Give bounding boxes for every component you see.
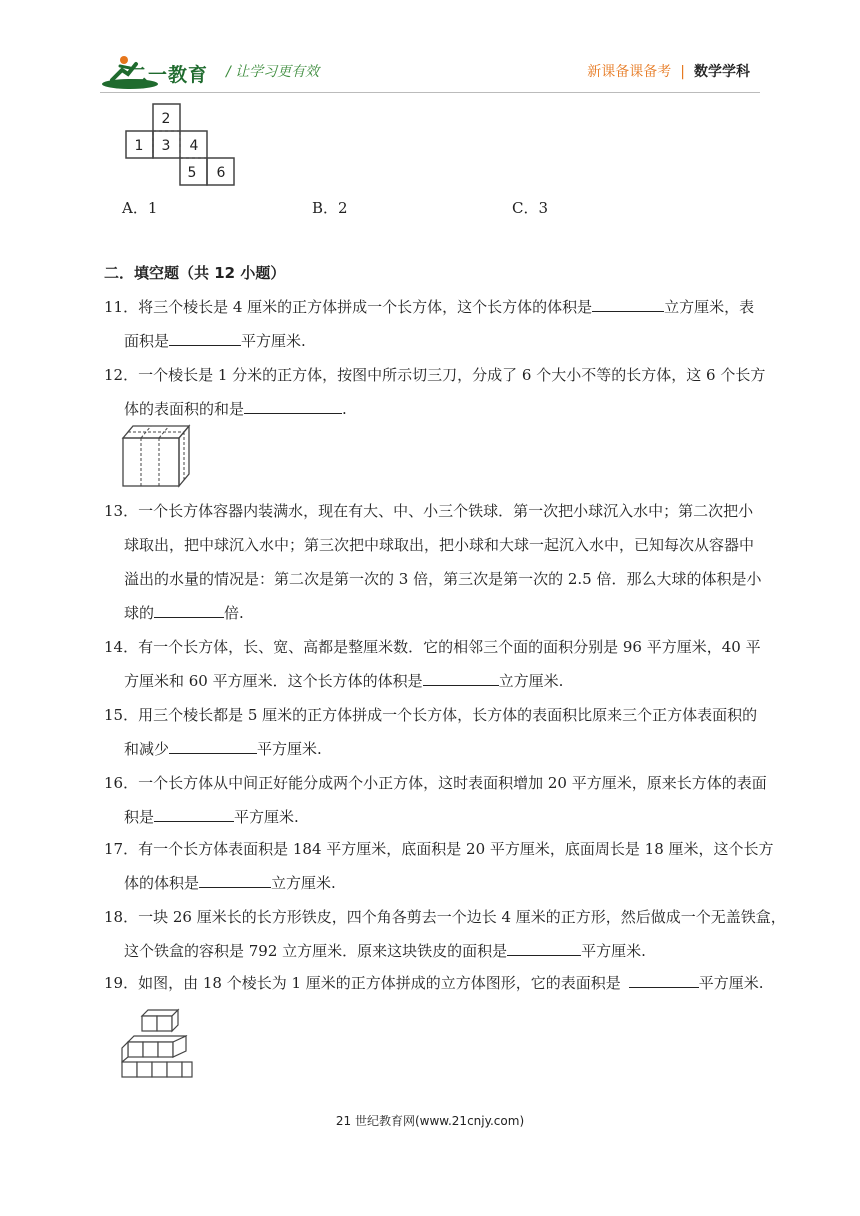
question-text: 和减少	[124, 740, 170, 758]
question-text: 溢出的水量的情况是：第二次是第一次的 3 倍，第三次是第一次的 2.5 倍．那么大球的体积是小	[124, 570, 762, 588]
page-header	[0, 0, 860, 100]
section-title: 二．填空题（共 12 小题）	[104, 264, 286, 282]
net-square-label: 2	[161, 111, 171, 127]
question-text: 平方厘米.	[698, 974, 764, 992]
option-a: A．1	[122, 199, 158, 217]
answer-blank	[169, 735, 257, 754]
question-text: 立方厘米，表	[664, 298, 755, 316]
net-square-label: 5	[187, 165, 197, 181]
question-17	[104, 832, 774, 900]
question-text: 体的表面积的和是	[124, 400, 245, 418]
question-text: 球取出，把中球沉入水中；第三次把中球取出，把小球和大球一起沉入水中，已知每次从容器中	[124, 536, 755, 554]
question-text: 11．将三个棱长是 4 厘米的正方体拼成一个长方体，这个长方体的体积是	[104, 298, 593, 316]
answer-blank	[423, 667, 499, 686]
question-text: 15．用三个棱长都是 5 厘米的正方体拼成一个长方体，长方体的表面积比原来三个正方体表面积的	[104, 706, 758, 724]
question-15	[104, 698, 764, 766]
question-text: 17．有一个长方体表面积是 184 平方厘米，底面积是 20 平方厘米，底面周长是 18 厘米，这个长方	[104, 840, 774, 858]
question-text: 平方厘米.	[234, 808, 299, 826]
answer-blank	[592, 293, 664, 312]
question-text: 方厘米和 60 平方厘米．这个长方体的体积是	[124, 672, 423, 690]
header-subject	[587, 61, 750, 81]
answer-blank	[244, 395, 342, 414]
net-square-label: 6	[216, 165, 226, 181]
header-divider	[100, 92, 760, 93]
question-text: 13．一个长方体容器内装满水，现在有大、中、小三个铁球．第一次把小球沉入水中；第二次把小	[104, 502, 754, 520]
cube-net-figure	[124, 103, 240, 187]
question-text: 体的体积是	[124, 874, 200, 892]
question-18	[104, 900, 786, 968]
question-text: 平方厘米.	[241, 332, 306, 350]
question-text: 14．有一个长方体，长、宽、高都是整厘米数．它的相邻三个面的面积分别是 96 平方厘米，40 平	[104, 638, 761, 656]
question-text: 19．如图，由 18 个棱长为 1 厘米的正方体拼成的立方体图形，它的表面积是	[104, 974, 621, 992]
question-16	[104, 766, 767, 834]
question-19	[104, 966, 764, 1000]
slogan: / 让学习更有效	[226, 64, 320, 80]
question-text: 18．一块 26 厘米长的长方形铁皮，四个角各剪去一个边长 4 厘米的正方形，然后做成一个无盖铁盒，	[104, 908, 786, 926]
net-square-label: 1	[134, 138, 144, 154]
question-12	[104, 358, 764, 426]
answer-blank	[169, 327, 241, 346]
header-subject-label: 数学学科	[694, 64, 750, 80]
answer-blank	[154, 599, 224, 618]
question-text: .	[342, 400, 347, 418]
net-square-label: 4	[189, 138, 199, 154]
question-text: 立方厘米.	[498, 672, 564, 690]
header-separator: |	[680, 64, 685, 80]
logo-text: 二一教育	[128, 64, 209, 86]
answer-blank	[154, 803, 234, 822]
question-text: 球的	[124, 604, 155, 622]
question-14	[104, 630, 764, 698]
answer-blank	[199, 869, 271, 888]
question-11	[104, 290, 764, 358]
question-13	[104, 494, 764, 630]
cut-cube-figure	[121, 424, 193, 488]
answer-blank	[507, 937, 581, 956]
net-square-label: 3	[161, 138, 171, 154]
question-text: 面积是	[124, 332, 170, 350]
question-text: 倍.	[224, 604, 244, 622]
question-text: 平方厘米.	[581, 942, 646, 960]
option-b: B．2	[312, 199, 348, 217]
question-text: 12．一个棱长是 1 分米的正方体，按图中所示切三刀，分成了 6 个大小不等的长方体，这 6 个长方	[104, 366, 766, 384]
option-c: C．3	[512, 199, 549, 217]
answer-blank	[629, 969, 699, 988]
question-text: 这个铁盒的容积是 792 立方厘米．原来这块铁皮的面积是	[124, 942, 508, 960]
stacked-cubes-figure	[120, 1006, 196, 1082]
page-footer: 21 世纪教育网(www.21cnjy.com)	[335, 1114, 525, 1128]
question-text: 立方厘米.	[271, 874, 336, 892]
question-text: 16．一个长方体从中间正好能分成两个小正方体，这时表面积增加 20 平方厘米，原来长方体的表面	[104, 774, 767, 792]
question-text: 平方厘米.	[257, 740, 322, 758]
question-text: 积是	[124, 808, 155, 826]
header-course-label: 新课备课备考	[587, 64, 672, 80]
